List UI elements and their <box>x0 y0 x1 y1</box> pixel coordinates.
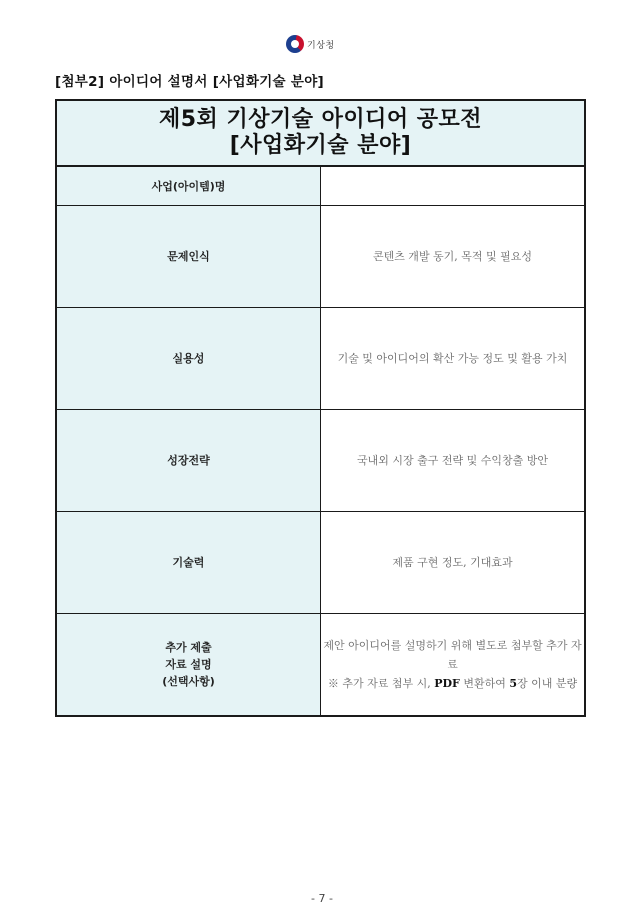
note-page-count: 5 <box>509 677 518 690</box>
problem-recognition-field[interactable]: 콘텐츠 개발 동기, 목적 및 필요성 <box>321 206 586 308</box>
agency-logo <box>286 33 335 55</box>
page-number: - 7 - <box>311 892 333 905</box>
label-line: 추가 제출 <box>165 641 212 654</box>
form-subtitle: [사업화기술 분야] <box>229 133 412 158</box>
idea-description-form <box>55 99 586 717</box>
label-line: 자료 설명 <box>165 658 212 671</box>
label-additional-materials <box>56 614 321 717</box>
document-heading: [첨부2] 아이디어 설명서 [사업화기술 분야] <box>55 74 325 90</box>
item-name-field[interactable] <box>321 166 586 206</box>
table-row-additional-materials <box>56 614 585 717</box>
value-line-2 <box>321 674 584 693</box>
value-line-1: 제안 아이디어를 설명하기 위해 별도로 첨부할 추가 자료 <box>323 639 582 671</box>
note-suffix: 장 이내 분량 <box>517 677 578 690</box>
label-problem-recognition: 문제인식 <box>56 206 321 308</box>
table-row-practicality <box>56 308 585 410</box>
label-item-name: 사업(아이템)명 <box>56 166 321 206</box>
form-title-cell <box>56 100 585 166</box>
table-row-problem <box>56 206 585 308</box>
additional-materials-field[interactable] <box>321 614 586 717</box>
technology-field[interactable]: 제품 구현 정도, 기대효과 <box>321 512 586 614</box>
label-growth-strategy: 성장전략 <box>56 410 321 512</box>
kma-taegeuk-logo-icon <box>286 35 304 53</box>
label-technology: 기술력 <box>56 512 321 614</box>
form-title: 제5회 기상기술 아이디어 공모전 <box>158 107 483 132</box>
table-row-growth-strategy <box>56 410 585 512</box>
note-pdf: PDF <box>434 677 460 690</box>
growth-strategy-field[interactable]: 국내외 시장 출구 전략 및 수익창출 방안 <box>321 410 586 512</box>
practicality-field[interactable]: 기술 및 아이디어의 확산 가능 정도 및 활용 가치 <box>321 308 586 410</box>
label-practicality: 실용성 <box>56 308 321 410</box>
table-row-technology <box>56 512 585 614</box>
label-line: (선택사항) <box>162 675 215 688</box>
note-mid: 변환하여 <box>459 677 510 690</box>
logo-text: 기상청 <box>307 40 335 51</box>
table-row-item-name <box>56 166 585 206</box>
note-prefix: ※ 추가 자료 첨부 시, <box>327 677 435 690</box>
